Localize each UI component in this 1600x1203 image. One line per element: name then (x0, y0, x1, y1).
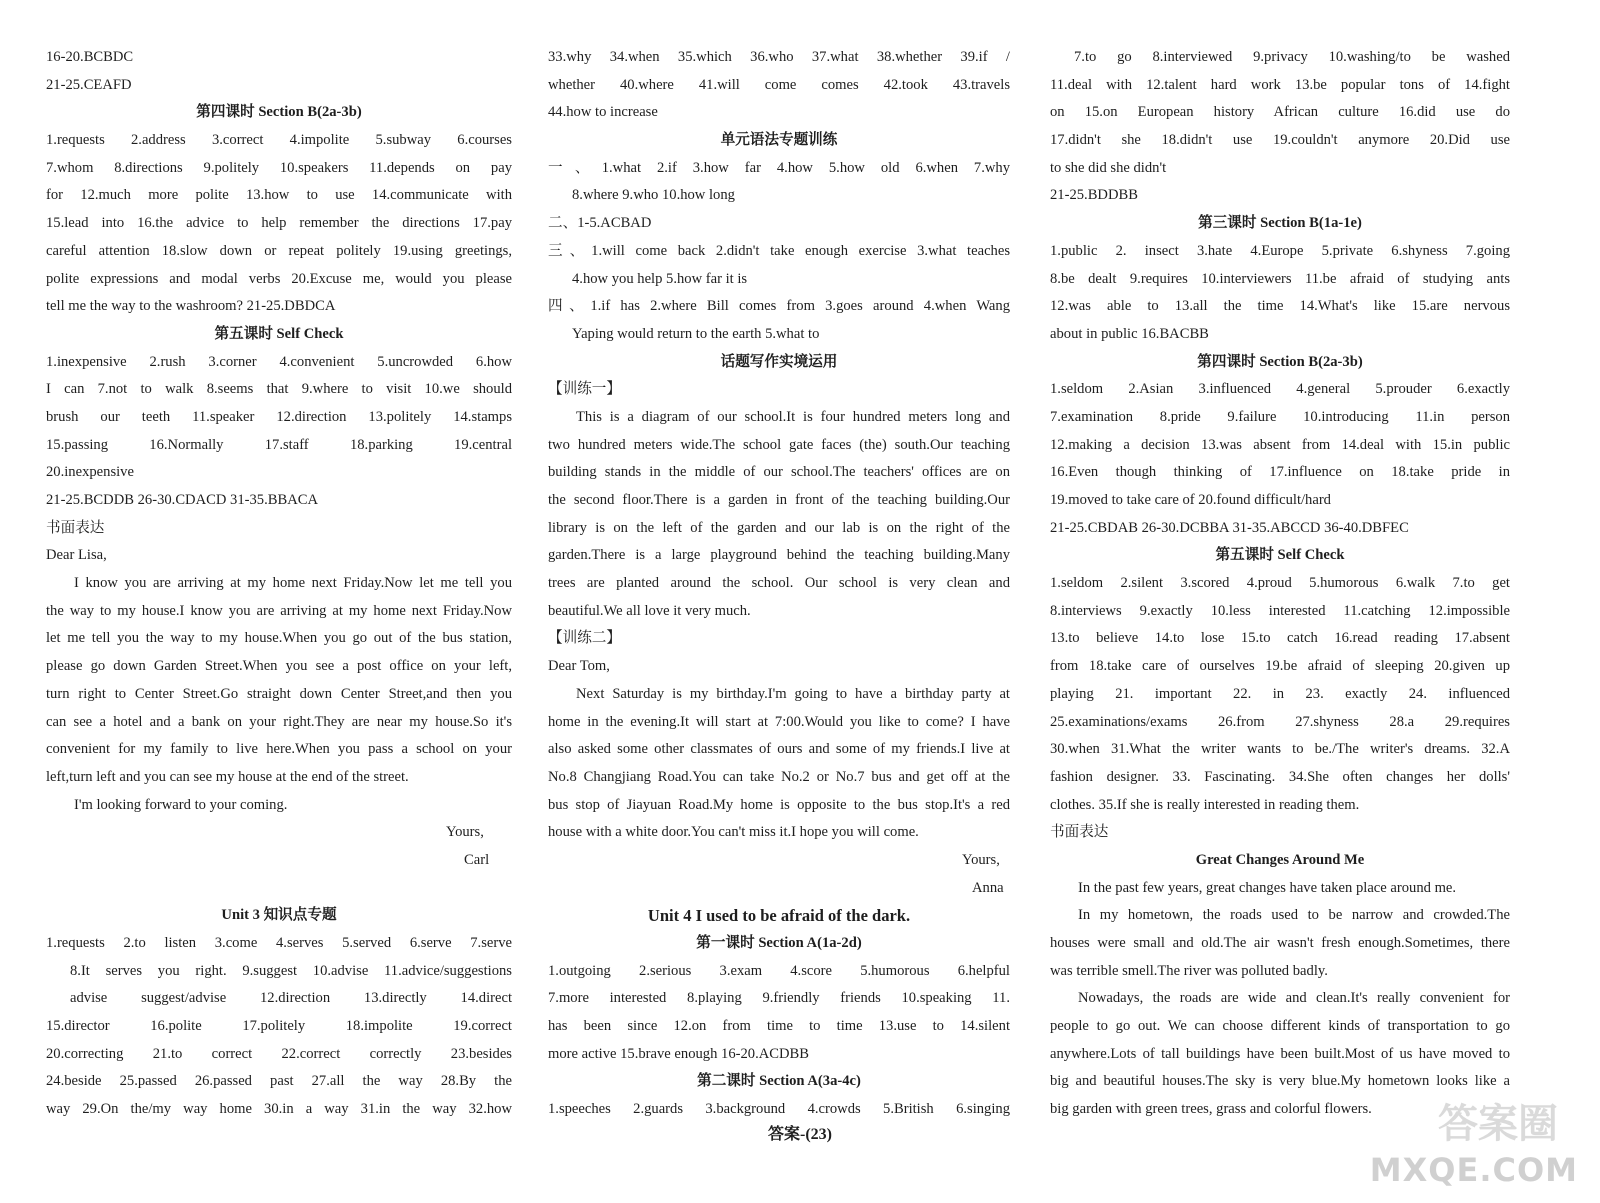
answer-column-left (46, 44, 512, 1124)
letter-line: bus stop of Jiayuan Road.My home is opposite to the bus stop.It's a red (548, 796, 1010, 813)
subsection-label: 书面表达 (46, 519, 105, 536)
letter-closing: Yours, (962, 851, 1000, 868)
text-line: fashion designer. 33. Fascinating. 34.She often changes her dolls' (1050, 768, 1510, 785)
letter-line: I know you are arriving at my home next Friday.Now let me tell you (74, 575, 512, 592)
essay-line: trees are planted around the school. Our school is very clean and (548, 575, 1010, 592)
essay-line: In the past few years, great changes have taken place around me. (1078, 879, 1457, 896)
text-line: 4.how you help 5.how far it is (572, 270, 748, 287)
text-line: 24.beside 25.passed 26.passed past 27.all the way 28.By the (46, 1073, 512, 1090)
text-line: 7.examination 8.pride 9.failure 10.introducing 11.in person (1050, 408, 1510, 425)
text-line: 21-25.CEAFD (46, 76, 132, 93)
letter-line: can see a hotel and a bank on your right.They are near my house.So it's (46, 713, 512, 730)
essay-line: library is on the left of the garden and our lab is on the right of the (548, 519, 1010, 536)
subsection-label: 书面表达 (1050, 824, 1109, 841)
letter-line: home in the evening.It will start at 7:00.Would you like to come? I have (548, 713, 1010, 730)
text-line: 19.moved to take care of 20.found difficult/hard (1050, 492, 1331, 508)
text-line: 44.how to increase (548, 104, 658, 121)
letter-line: please go down Garden Street.When you see a post office on your left, (46, 658, 512, 675)
text-line: 21-25.BCDDB 26-30.CDACD 31-35.BBACA (46, 492, 319, 508)
unit-heading: Unit 4 I used to be afraid of the dark. (647, 906, 911, 926)
letter-line: turn right to Center Street.Go straight down Center Street,and then you (46, 685, 512, 702)
text-line: 13.to believe 14.to lose 15.to catch 16.read reading 17.absent (1050, 630, 1510, 647)
essay-line: building stands in the middle of our school.The teachers' offices are on (548, 464, 1010, 481)
essay-line: two hundred meters wide.The school gate faces (the) south.Our teaching (548, 436, 1010, 453)
text-line: about in public 16.BACBB (1050, 325, 1209, 342)
letter-line: convenient for my family to live here.When you pass a school on your (46, 741, 512, 758)
section-heading: 单元语法专题训练 (720, 132, 838, 149)
text-line: 1.requests 2.to listen 3.come 4.serves 5.served 6.serve 7.serve (46, 935, 512, 951)
text-line: for 12.much more polite 13.how to use 14.communicate with (46, 187, 512, 204)
text-line: to she did she didn't (1050, 159, 1167, 176)
text-line: 7.more interested 8.playing 9.friendly friends 10.speaking 11. (548, 990, 1010, 1007)
text-line: 7.whom 8.directions 9.politely 10.speakers 11.depends on pay (46, 159, 512, 176)
text-line: on 15.on European history African culture 16.did use do (1050, 104, 1510, 121)
text-line: I can 7.not to walk 8.seems that 9.where to visit 10.we should (46, 381, 512, 398)
text-line: from 18.take care of ourselves 19.be afraid of sleeping 20.given up (1050, 658, 1510, 675)
essay-line: houses were small and old.The air wasn't fresh enough.Sometimes, there (1050, 935, 1510, 951)
essay-line: big and beautiful houses.The sky is very blue.My hometown looks like a (1050, 1073, 1510, 1090)
answer-column-middle (548, 44, 1010, 1124)
text-line: 8.It serves you right. 9.suggest 10.advise 11.advice/suggestions (70, 962, 512, 979)
text-line: 1.inexpensive 2.rush 3.corner 4.convenient 5.uncrowded 6.how (46, 353, 512, 370)
letter-closing: Yours, (446, 824, 484, 841)
text-line: brush our teeth 11.speaker 12.direction 13.politely 14.stamps (46, 408, 512, 425)
text-line: 15.lead into 16.the advice to help remember the directions 17.pay (46, 215, 512, 232)
essay-line: big garden with green trees, grass and colorful flowers. (1050, 1101, 1372, 1118)
text-line: Yaping would return to the earth 5.what to (572, 325, 820, 342)
letter-line: also asked some other classmates of ours and some of my friends.I live at (548, 741, 1010, 758)
letter-line: Next Saturday is my birthday.I'm going to have a birthday party at (576, 685, 1010, 702)
letter-salutation: Dear Tom, (548, 658, 610, 675)
text-line: 三、1.will come back 2.didn't take enough exercise 3.what teaches (548, 242, 1010, 259)
watermark-logo: 答案圈 (1438, 1101, 1558, 1147)
text-line: 15.director 16.polite 17.politely 18.impolite 19.correct (46, 1018, 512, 1035)
letter-signature: Carl (464, 851, 490, 868)
section-heading: 第五课时 Self Check (1215, 547, 1345, 564)
letter-line: I'm looking forward to your coming. (74, 796, 288, 813)
section-heading: 话题写作实境运用 (720, 353, 838, 370)
text-line: 8.interviews 9.exactly 10.less interested 11.catching 12.impossible (1050, 602, 1510, 619)
text-line: whether 40.where 41.will come comes 42.took 43.travels (548, 76, 1010, 93)
text-line: 12.was able to 13.all the time 14.What's like 15.are nervous (1050, 298, 1510, 315)
spacer (46, 875, 512, 903)
text-line: 25.examinations/exams 26.from 27.shyness 28.a 29.requires (1050, 713, 1510, 730)
text-line: 11.deal with 12.talent hard work 13.be popular tons of 14.fight (1050, 76, 1510, 93)
section-heading: 第四课时 Section B(2a-3b) (1197, 353, 1363, 370)
text-line: 8.be dealt 9.requires 10.interviewers 11.be afraid of studying ants (1050, 270, 1510, 287)
essay-line: beautiful.We all love it very much. (548, 602, 751, 619)
section-heading: 第四课时 Section B(2a-3b) (196, 104, 362, 121)
letter-line: the way to my house.I know you are arriving at my home next Friday.Now (46, 602, 512, 619)
text-line: 16.Even though thinking of 17.influence on 18.take pride in (1050, 464, 1510, 481)
essay-line: Nowadays, the roads are wide and clean.It's really convenient for (1078, 990, 1510, 1007)
text-line: 20.inexpensive (46, 464, 134, 481)
text-line: 8.where 9.who 10.how long (572, 187, 735, 204)
text-line: tell me the way to the washroom? 21-25.DBDCA (46, 298, 336, 315)
text-line: 20.correcting 21.to correct 22.correct correctly 23.besides (46, 1045, 512, 1062)
essay-line: anywhere.Lots of tall buildings have been built.Most of us have moved to (1050, 1045, 1510, 1062)
text-line: 一、1.what 2.if 3.how far 4.how 5.how old 6.when 7.why (548, 159, 1010, 176)
text-line: 17.didn't she 18.didn't use 19.couldn't anymore 20.Did use (1050, 132, 1510, 149)
text-line: way 29.On the/my way home 30.in a way 31.in the way 32.how (46, 1101, 512, 1118)
text-line: 1.seldom 2.silent 3.scored 4.proud 5.humorous 6.walk 7.to get (1050, 575, 1510, 592)
subsection-label: 【训练一】 (548, 381, 621, 398)
answer-column-right (1050, 44, 1510, 1124)
text-line: 15.passing 16.Normally 17.staff 18.parking 19.central (46, 436, 512, 453)
text-line: 16-20.BCBDC (46, 49, 134, 65)
text-line: careful attention 18.slow down or repeat politely 19.using greetings, (46, 242, 512, 259)
unit-heading: Unit 3 知识点专题 (221, 907, 337, 924)
text-line: playing 21. important 22. in 23. exactly 24. influenced (1050, 685, 1510, 702)
text-line: 7.to go 8.interviewed 9.privacy 10.washing/to be washed (1074, 49, 1510, 65)
text-line: 二、1-5.ACBAD (548, 215, 652, 232)
text-line: more active 15.brave enough 16-20.ACDBB (548, 1045, 810, 1062)
text-line: polite expressions and modal verbs 20.Excuse me, would you please (46, 270, 512, 287)
essay-line: people to go out. We can choose different kinds of transportation to go (1050, 1018, 1510, 1035)
watermark-text: MXQE.COM (1369, 1151, 1578, 1189)
letter-signature: Anna (972, 879, 1004, 896)
essay-line: the second floor.There is a garden in front of the teaching building.Our (548, 492, 1010, 508)
text-line: 21-25.BDDBB (1050, 187, 1138, 204)
letter-line: No.8 Changjiang Road.You can take No.2 or No.7 bus and get off at the (548, 768, 1010, 785)
text-line: 1.seldom 2.Asian 3.influenced 4.general 5.prouder 6.exactly (1050, 381, 1510, 398)
essay-line: In my hometown, the roads used to be narrow and crowded.The (1078, 907, 1510, 924)
text-line: clothes. 35.If she is really interested in reading them. (1050, 796, 1360, 813)
essay-line: was terrible smell.The river was polluted badly. (1050, 962, 1328, 979)
essay-line: garden.There is a large playground behind the teaching building.Many (548, 547, 1010, 564)
text-line: 21-25.CBDAB 26-30.DCBBA 31-35.ABCCD 36-40.DBFEC (1050, 519, 1409, 536)
text-line: 1.requests 2.address 3.correct 4.impolite 5.subway 6.courses (46, 132, 512, 149)
text-line: 1.outgoing 2.serious 3.exam 4.score 5.humorous 6.helpful (548, 962, 1010, 979)
text-line: 1.speeches 2.guards 3.background 4.crowds 5.British 6.singing (548, 1101, 1010, 1118)
letter-line: let me tell you the way to my house.When you go out of the bus station, (46, 630, 512, 647)
text-line: 33.why 34.when 35.which 36.who 37.what 38.whether 39.if / (548, 49, 1010, 65)
letter-line: left,turn left and you can see my house at the end of the street. (46, 768, 409, 785)
subsection-label: 【训练二】 (548, 630, 621, 647)
section-heading: 第三课时 Section B(1a-1e) (1198, 215, 1362, 232)
letter-salutation: Dear Lisa, (46, 547, 107, 564)
essay-title: Great Changes Around Me (1195, 851, 1365, 868)
text-line: advise suggest/advise 12.direction 13.directly 14.direct (70, 990, 512, 1007)
text-line: 30.when 31.What the writer wants to be./The writer's dreams. 32.A (1050, 741, 1510, 758)
section-heading: 第一课时 Section A(1a-2d) (696, 935, 862, 951)
text-line: 12.making a decision 13.was absent from 14.deal with 15.in public (1050, 436, 1510, 453)
section-heading: 第五课时 Self Check (214, 325, 344, 342)
section-heading: 第二课时 Section A(3a-4c) (697, 1073, 861, 1090)
text-line: 四、1.if has 2.where Bill comes from 3.goes around 4.when Wang (548, 298, 1010, 315)
essay-line: This is a diagram of our school.It is four hundred meters long and (576, 408, 1010, 425)
text-line: has been since 12.on from time to time 13.use to 14.silent (548, 1018, 1010, 1035)
page-number: 答案-(23) (768, 1126, 832, 1143)
letter-line: house with a white door.You can't miss it.I hope you will come. (548, 824, 919, 841)
text-line: 1.public 2. insect 3.hate 4.Europe 5.private 6.shyness 7.going (1050, 242, 1510, 259)
